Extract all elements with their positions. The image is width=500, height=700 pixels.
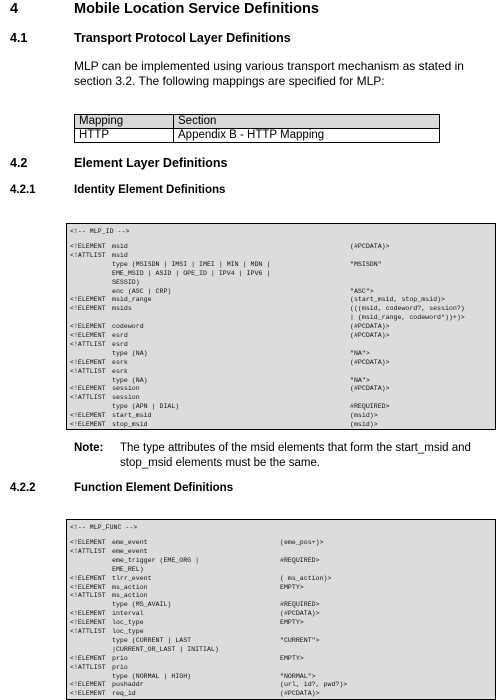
table-header-row: [75, 115, 440, 129]
code-name: type (CURRENT | LAST: [112, 636, 192, 644]
code-name: tlrr_event: [112, 574, 152, 582]
table-header-cell: Mapping: [75, 115, 174, 129]
code-content: (eme_pos+)>: [280, 539, 324, 546]
code-comment: <!-- MLP_ID -->: [70, 228, 130, 235]
code-keyword: <!ELEMENT: [70, 358, 106, 366]
code-name: interval: [112, 610, 144, 618]
code-content: EMPTY>: [280, 619, 304, 627]
section-title: Transport Protocol Layer Definitions: [74, 31, 291, 45]
section-number: 4.2.2: [10, 482, 36, 494]
code-keyword: <!ATTLIST: [70, 547, 106, 555]
code-content: "NA">: [350, 376, 370, 384]
section-number: 4.2: [10, 156, 28, 170]
code-keyword: <!ATTLIST: [70, 628, 106, 635]
code-name: type (MSISDN | IMSI | IMEI | MIN | MDN |: [112, 260, 271, 268]
code-content: (#PCDATA)>: [350, 243, 390, 250]
code-content: "ASC">: [350, 287, 374, 295]
code-content: ( ms_action)>: [280, 574, 332, 582]
section-4-2-2-heading: [10, 482, 234, 494]
note-label: Note:: [74, 442, 104, 454]
code-keyword: <!ATTLIST: [70, 592, 106, 600]
section-title: Element Layer Definitions: [74, 156, 228, 170]
code-keyword: <!ELEMENT: [70, 332, 106, 339]
note-text: [120, 441, 498, 471]
code-content: EMPTY>: [280, 583, 304, 591]
code-name: type (NORMAL | HIGH): [112, 672, 192, 680]
code-keyword: <!ELEMENT: [70, 539, 106, 546]
code-name: session: [112, 394, 140, 402]
code-content: (#PCDATA)>: [350, 385, 390, 393]
code-content: (#PCDATA)>: [280, 610, 320, 618]
code-keyword: <!ELEMENT: [70, 610, 106, 618]
code-content: #REQUIRED>: [280, 556, 320, 564]
code-content: (#PCDATA)>: [350, 332, 390, 339]
section-title: Mobile Location Service Definitions: [74, 1, 319, 17]
intro-paragraph: [74, 59, 494, 89]
code-name: SESSID): [112, 278, 140, 286]
code-name: prio: [112, 663, 128, 671]
section-title: Function Element Definitions: [74, 482, 234, 494]
code-name: req_id: [112, 690, 136, 698]
code-name: esrk: [112, 358, 128, 366]
code-keyword: <!ELEMENT: [70, 323, 106, 331]
code-name: esrk: [112, 367, 128, 375]
code-name: msid_range: [112, 296, 152, 304]
code-content: (((msid, codeword?, session?): [350, 305, 465, 313]
code-name: eme_event: [112, 547, 148, 555]
code-keyword: <!ATTLIST: [70, 394, 106, 402]
section-4-2-1-heading: [10, 184, 226, 196]
code-content: (#PCDATA)>: [350, 323, 390, 331]
code-keyword: <!ELEMENT: [70, 385, 106, 393]
code-content: | (msid_range, codeword*))+)>: [350, 314, 465, 322]
code-content: "CURRENT">: [280, 636, 320, 644]
code-keyword: <!ATTLIST: [70, 663, 106, 671]
code-name: msids: [112, 305, 132, 313]
table-header-cell: Section: [174, 115, 440, 129]
section-4-2-heading: [10, 156, 228, 170]
code-name: type (MS_AVAIL): [112, 601, 172, 609]
table-row: [75, 129, 440, 143]
code-keyword: <!ELEMENT: [70, 583, 106, 591]
code-content: "NA">: [350, 349, 370, 357]
code-content: (msid)>: [350, 421, 378, 428]
code-name: ms_action: [112, 583, 148, 591]
code-keyword: <!ELEMENT: [70, 412, 106, 420]
code-content: EMPTY>: [280, 654, 304, 662]
code-name: session: [112, 385, 140, 393]
code-keyword: <!ELEMENT: [70, 681, 106, 689]
code-name: ms_action: [112, 592, 148, 600]
code-name: stop_msid: [112, 421, 148, 428]
code-content: "NORMAL">: [280, 672, 316, 680]
code-content: #REQUIRED>: [350, 403, 390, 411]
code-content: (url, id?, pwd?)>: [280, 681, 348, 689]
code-content: (msid)>: [350, 412, 378, 420]
code-name: eme_trigger (EME_ORG |: [112, 556, 200, 564]
section-4-1-heading: [10, 31, 291, 45]
code-keyword: <!ELEMENT: [70, 243, 106, 250]
code-keyword: <!ELEMENT: [70, 654, 106, 662]
code-name: EME_REL): [112, 565, 144, 573]
code-keyword: <!ELEMENT: [70, 296, 106, 304]
code-name: esrd: [112, 340, 128, 348]
code-content: (#PCDATA)>: [350, 358, 390, 366]
section-number: 4: [10, 1, 19, 17]
intro-line: MLP can be implemented using various transport mechanism as stated in: [74, 59, 464, 73]
code-content: (#PCDATA)>: [280, 690, 320, 698]
code-name: enc (ASC | CRP): [112, 287, 172, 295]
code-content: (start_msid, stop_msid)>: [350, 296, 445, 304]
code-keyword: <!ELEMENT: [70, 690, 106, 698]
code-keyword: <!ATTLIST: [70, 340, 106, 348]
mlp-func-code-block: [66, 519, 496, 700]
intro-line: section 3.2. The following mappings are specified for MLP:: [74, 74, 385, 88]
table-cell: Appendix B - HTTP Mapping: [174, 129, 440, 143]
code-name: eme_event: [112, 539, 148, 546]
code-name: type (NA): [112, 376, 148, 384]
code-name: |CURRENT_OR_LAST | INITIAL): [112, 645, 219, 653]
code-name: prio: [112, 654, 128, 662]
code-comment: <!-- MLP_FUNC -->: [70, 524, 138, 531]
code-name: msid: [112, 251, 128, 259]
code-keyword: <!ELEMENT: [70, 574, 106, 582]
code-content: #REQUIRED>: [280, 601, 320, 609]
code-name: pushaddr: [112, 681, 144, 689]
code-name: loc_type: [112, 628, 144, 635]
mapping-table: [74, 114, 440, 143]
code-name: EME_MSID | ASID | OPE_ID | IPV4 | IPV6 |: [112, 269, 271, 277]
note-line: The type attributes of the msid elements that form the start_msid and: [120, 442, 471, 454]
code-keyword: <!ATTLIST: [70, 251, 106, 259]
section-number: 4.1: [10, 31, 28, 45]
code-name: esrd: [112, 332, 128, 339]
code-name: codeword: [112, 323, 144, 331]
code-name: type (NA): [112, 349, 148, 357]
code-keyword: <!ELEMENT: [70, 305, 106, 313]
code-keyword: <!ELEMENT: [70, 421, 106, 428]
code-name: start_msid: [112, 412, 152, 420]
code-content: "MSISDN": [350, 260, 382, 268]
code-name: type (APN | DIAL): [112, 403, 180, 411]
code-keyword: <!ATTLIST: [70, 367, 106, 375]
note-line: stop_msid elements must be the same.: [120, 457, 321, 469]
section-number: 4.2.1: [10, 184, 36, 196]
code-keyword: <!ELEMENT: [70, 619, 106, 627]
section-title: Identity Element Definitions: [74, 184, 226, 196]
code-name: msid: [112, 243, 128, 250]
mlp-id-code-block: [66, 223, 496, 430]
code-name: loc_type: [112, 619, 144, 627]
table-cell: HTTP: [75, 129, 174, 143]
section-4-heading: [10, 1, 319, 17]
